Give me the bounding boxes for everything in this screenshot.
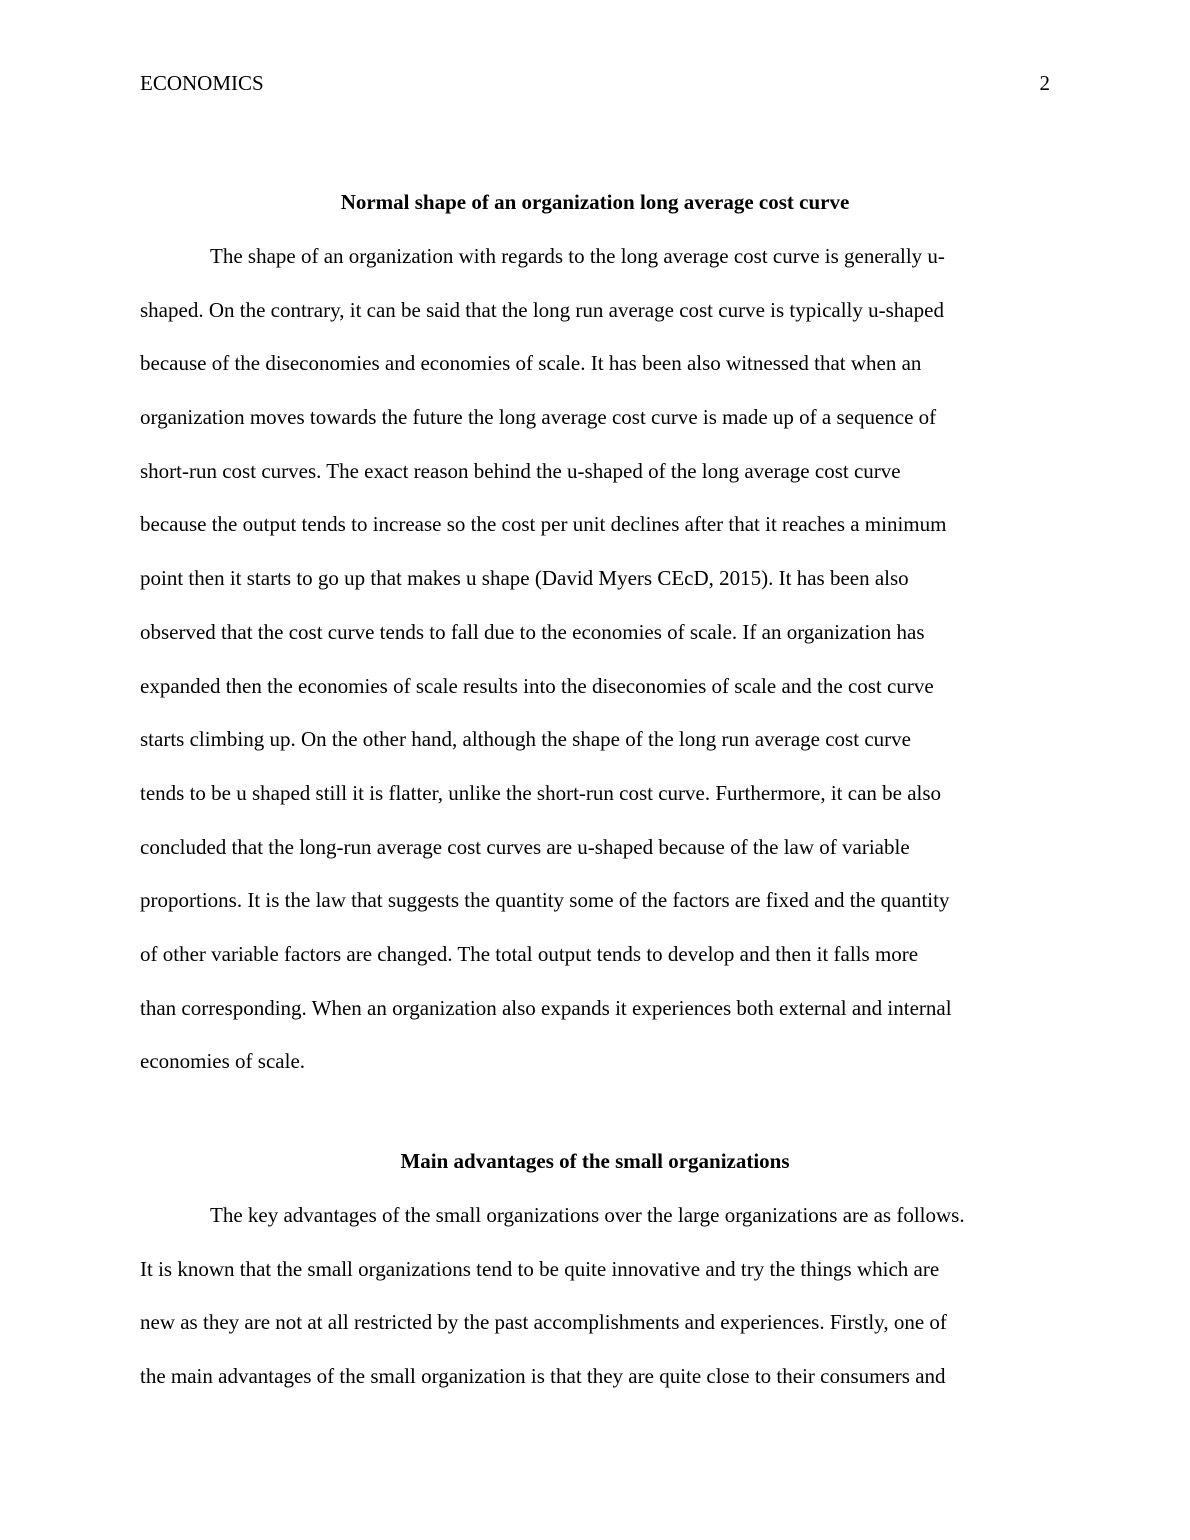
paragraph-line: economies of scale.	[140, 1049, 306, 1074]
paragraph-line: than corresponding. When an organization also expands it experiences both external and internal	[140, 995, 952, 1020]
section-heading-small-organizations: Main advantages of the small organizations	[400, 1149, 790, 1173]
paragraph-line: of other variable factors are changed. The total output tends to develop and then it falls more	[140, 941, 919, 966]
paragraph-line: because the output tends to increase so the cost per unit declines after that it reaches a minimum	[140, 512, 947, 537]
paragraph-line: new as they are not at all restricted by the past accomplishments and experiences. Firstly, one of	[140, 1310, 947, 1335]
paragraph-line: expanded then the economies of scale results into the diseconomies of scale and the cost curve	[140, 673, 934, 698]
paragraph-line: proportions. It is the law that suggests the quantity some of the factors are fixed and the quantity	[140, 888, 950, 913]
paragraph-line: concluded that the long-run average cost curves are u-shaped because of the law of variable	[140, 834, 910, 859]
paragraph-line: starts climbing up. On the other hand, although the shape of the long run average cost curve	[140, 727, 911, 752]
paragraph-line: shaped. On the contrary, it can be said that the long run average cost curve is typically u-shaped	[140, 297, 944, 322]
paragraph-line: because of the diseconomies and economies of scale. It has been also witnessed that when an	[140, 351, 922, 376]
paragraph-line: The shape of an organization with regards to the long average cost curve is generally u-	[210, 244, 945, 268]
paragraph-small-organizations	[140, 1202, 1060, 1417]
paragraph-line: organization moves towards the future the long average cost curve is made up of a sequence of	[140, 405, 937, 430]
paragraph-line: It is known that the small organizations tend to be quite innovative and try the things which are	[140, 1256, 940, 1281]
paragraph-line: the main advantages of the small organization is that they are quite close to their consumers and	[140, 1364, 946, 1389]
paragraph-long-average-cost	[140, 243, 1060, 1102]
paragraph-line: observed that the cost curve tends to fall due to the economies of scale. If an organization has	[140, 619, 925, 644]
running-head: ECONOMICS	[140, 71, 264, 95]
section-heading-long-average-cost: Normal shape of an organization long average cost curve	[340, 190, 850, 214]
paragraph-line: The key advantages of the small organizations over the large organizations are as follows.	[210, 1203, 965, 1227]
paragraph-line: tends to be u shaped still it is flatter, unlike the short-run cost curve. Furthermore, it can be also	[140, 780, 942, 805]
page-number: 2	[1039, 71, 1050, 95]
paragraph-line: point then it starts to go up that makes u shape (David Myers CEcD, 2015). It has been also	[140, 566, 909, 591]
paragraph-line: short-run cost curves. The exact reason behind the u-shaped of the long average cost curve	[140, 458, 901, 483]
